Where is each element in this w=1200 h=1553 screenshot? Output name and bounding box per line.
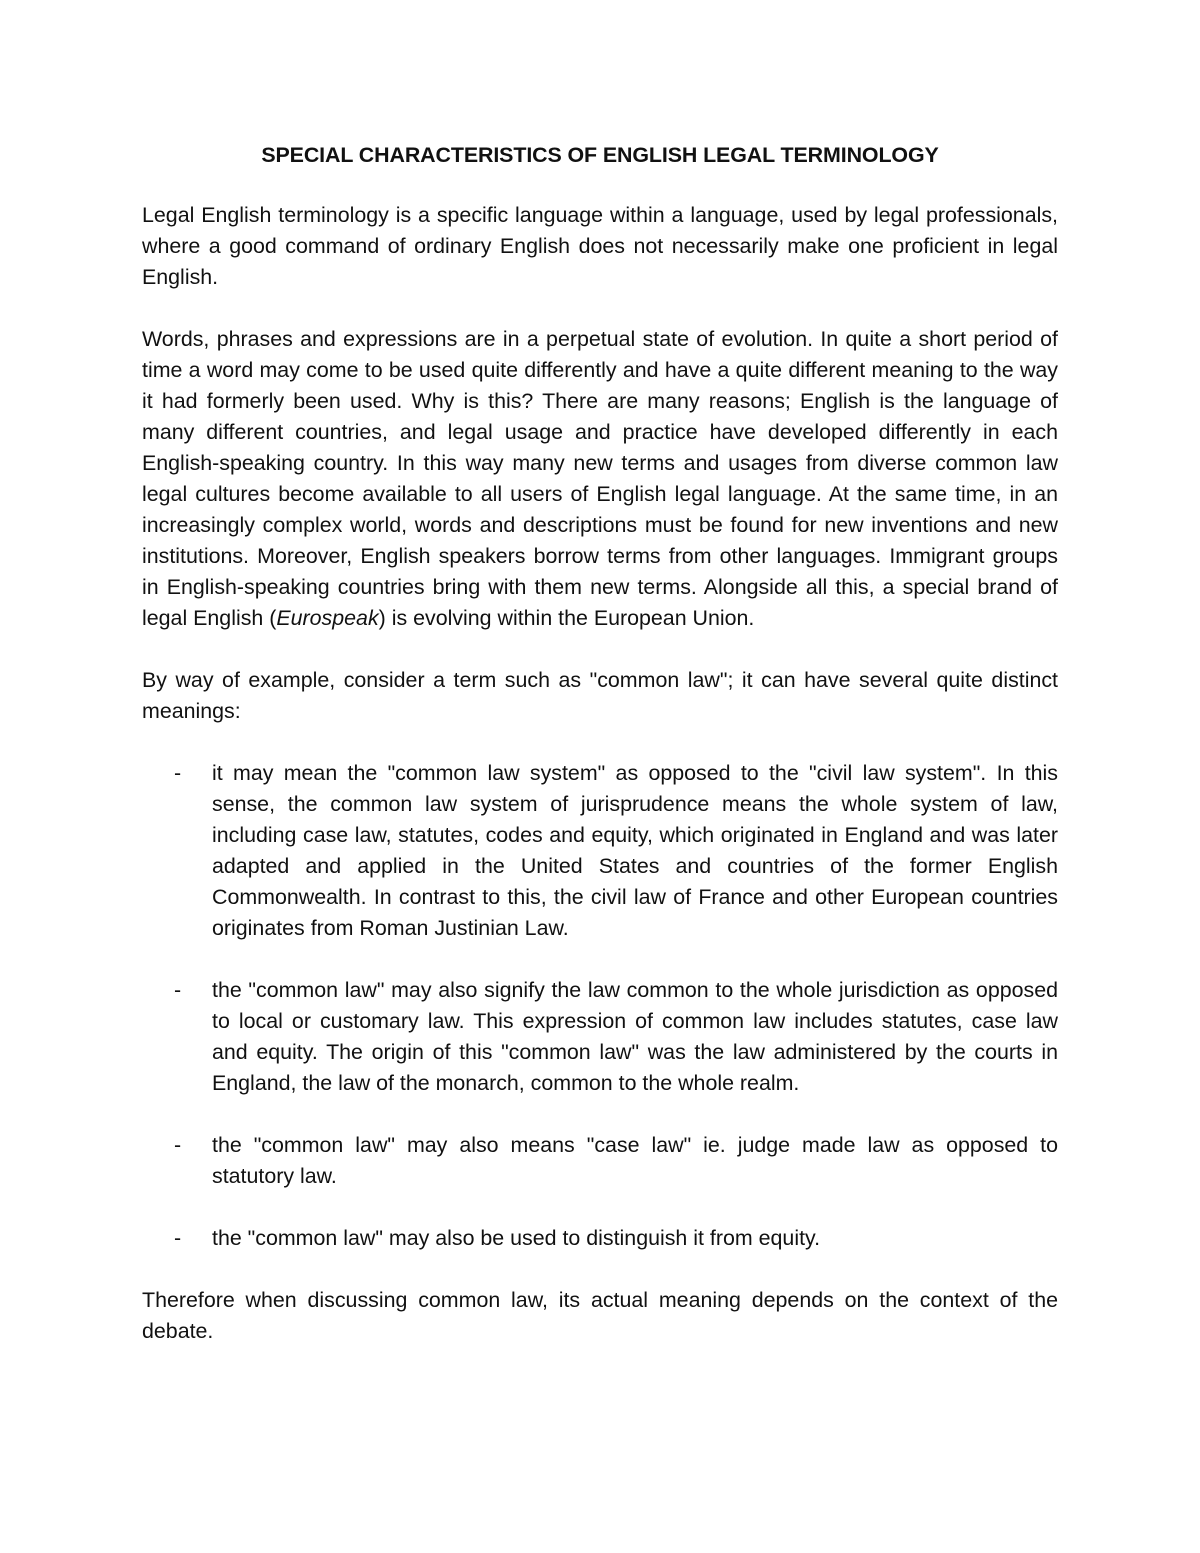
list-item	[142, 975, 1058, 1099]
bullet-dash: -	[174, 978, 182, 1002]
list-item	[142, 1223, 1058, 1254]
eurospeak-term: Eurospeak	[276, 606, 379, 630]
list-item-text: it may mean the "common law system" as opposed to the "civil law system". In this sense, the common law system of jurisprudence means the whole system of law, including case law, statutes, codes and equity, which originated in England and was later adapted and applied in the United States and countries of the former English Commonwealth. In contrast to this, the civil law of France and other European countries originates from Roman Justinian Law.	[212, 761, 1058, 940]
list-item	[142, 758, 1058, 944]
list-item-text: the "common law" may also be used to distinguish it from equity.	[212, 1226, 821, 1250]
paragraph-evolution	[142, 324, 1058, 634]
bullet-dash: -	[174, 761, 182, 785]
paragraph-evolution-tail: ) is evolving within the European Union.	[378, 606, 755, 630]
list-item-text: the "common law" may also signify the law common to the whole jurisdiction as opposed to local or customary law. This expression of common law includes statutes, case law and equity. The origin of this "common law" was the law administered by the courts in England, the law of the monarch, common to the whole realm.	[212, 978, 1058, 1095]
list-item	[142, 1130, 1058, 1192]
meanings-list	[142, 758, 1058, 1254]
bullet-dash: -	[174, 1133, 182, 1157]
paragraph-evolution-text: Words, phrases and expressions are in a perpetual state of evolution. In quite a short period of time a word may come to be used quite differently and have a quite different meaning to the way it had formerly been used. Why is this? There are many reasons; English is the language of many different countries, and legal usage and practice have developed differently in each English-speaking country. In this way many new terms and usages from diverse common law legal cultures become available to all users of English legal language. At the same time, in an increasingly complex world, words and descriptions must be found for new inventions and new institutions. Moreover, English speakers borrow terms from other languages. Immigrant groups in English-speaking countries bring with them new terms. Alongside all this, a special brand of legal English (	[142, 327, 1058, 630]
paragraph-intro: Legal English terminology is a specific language within a language, used by legal professionals, where a good command of ordinary English does not necessarily make one proficient in legal English.	[142, 203, 1058, 289]
bullet-dash: -	[174, 1226, 182, 1250]
paragraph-example: By way of example, consider a term such as "common law"; it can have several quite distinct meanings:	[142, 668, 1058, 723]
document-title: SPECIAL CHARACTERISTICS OF ENGLISH LEGAL TERMINOLOGY	[261, 143, 939, 167]
document-body	[142, 140, 1058, 1347]
paragraph-conclusion: Therefore when discussing common law, its actual meaning depends on the context of the debate.	[142, 1288, 1058, 1343]
list-item-text: the "common law" may also means "case law" ie. judge made law as opposed to statutory law.	[212, 1133, 1058, 1188]
